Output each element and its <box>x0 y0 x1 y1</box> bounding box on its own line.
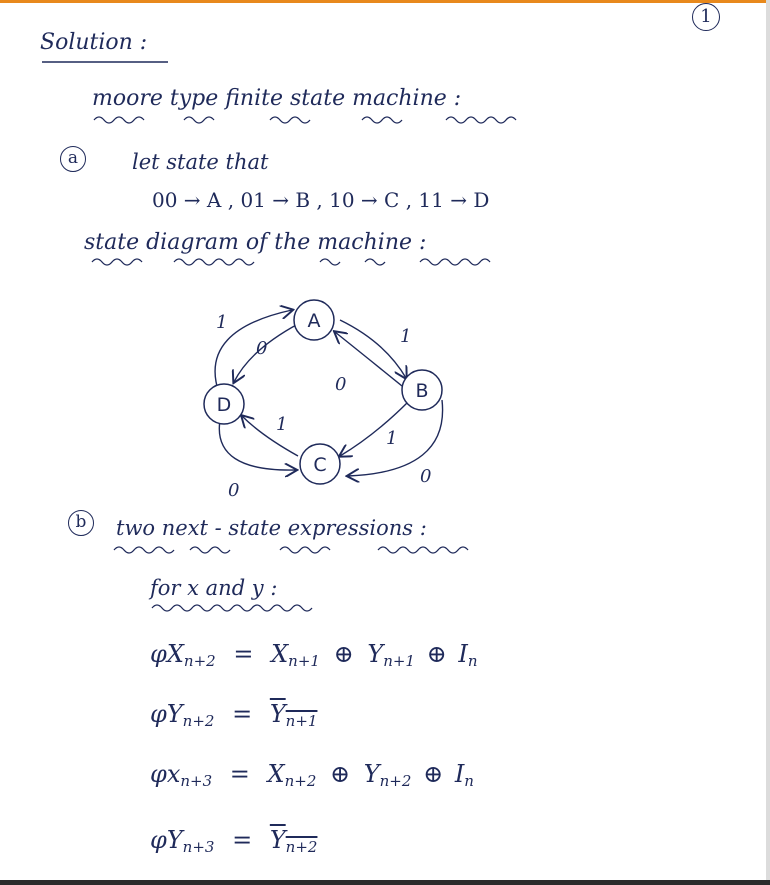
edge-label-c-d: 1 <box>276 414 288 435</box>
edge-c-to-d <box>242 416 298 456</box>
eq2-lhs: Y <box>166 700 183 728</box>
right-border <box>766 0 770 885</box>
eq3-equals: = <box>229 760 250 788</box>
eq3-rhs3: I <box>454 760 465 788</box>
eq1-equals: = <box>233 640 254 668</box>
edge-label-d-a: 1 <box>216 312 228 333</box>
eq2-lhs-sub: n+2 <box>182 712 215 730</box>
eq1-rhs: X <box>271 640 289 668</box>
eq3-rhs2-sub: n+2 <box>379 772 412 790</box>
state-a-label: A <box>307 310 321 332</box>
eq2-rhs-sub: n+1 <box>285 712 318 730</box>
eq4-rhs-var: Y <box>269 826 286 854</box>
eq2-rhs-var: Y <box>269 700 286 728</box>
eq3-rhs-sub: n+2 <box>284 772 317 790</box>
eq1-rhs3-sub: n <box>467 652 478 670</box>
eq3-rhs: X <box>267 760 285 788</box>
eq4-lhs-sub: n+3 <box>182 838 215 856</box>
eq3-op1: ⊕ <box>330 760 351 788</box>
eq3-rhs2: Y <box>363 760 380 788</box>
top-border <box>0 0 770 3</box>
subtitle: moore type finite state machine : <box>92 86 462 111</box>
edge-b-to-c-upper <box>340 402 408 456</box>
diagram-heading: state diagram of the machine : <box>84 230 427 255</box>
edge-label-b-c-upper: 1 <box>386 428 398 449</box>
edge-label-a-b: 1 <box>400 326 412 347</box>
solution-title: Solution : <box>40 30 148 55</box>
eq3-rhs3-sub: n <box>464 772 474 790</box>
state-b-label: B <box>415 380 429 402</box>
edge-label-b-a: 0 <box>335 374 347 395</box>
eq1-phi: φ <box>150 640 167 668</box>
eq1-rhs-sub: n+1 <box>288 652 320 670</box>
eq2-rhs <box>270 700 318 728</box>
eq3-lhs: x <box>166 760 181 788</box>
part-a-label: a <box>60 146 86 172</box>
eq1-lhs-sub: n+2 <box>183 652 216 670</box>
edge-a-to-b <box>340 320 406 378</box>
part-a-intro: let state that <box>132 150 269 174</box>
eq1-rhs3: I <box>458 640 468 668</box>
eq4-rhs <box>270 826 318 854</box>
eq1-rhs2-sub: n+1 <box>383 652 415 670</box>
equation-3 <box>150 760 474 790</box>
state-d-label: D <box>216 394 232 416</box>
eq1-op2: ⊕ <box>426 640 447 668</box>
bottom-border <box>0 880 770 885</box>
eq1-op1: ⊕ <box>333 640 354 668</box>
eq3-phi: φ <box>150 760 167 788</box>
part-b-label: b <box>68 510 94 536</box>
diagram-heading-underline <box>90 256 530 268</box>
part-b-subheading: for x and y : <box>150 576 278 600</box>
state-mapping: 00 → A , 01 → B , 10 → C , 11 → D <box>152 188 490 212</box>
edge-label-b-c-lower: 0 <box>420 466 432 487</box>
eq3-op2: ⊕ <box>423 760 444 788</box>
eq4-lhs: Y <box>166 826 183 854</box>
eq1-lhs: X <box>166 640 184 668</box>
state-c-label: C <box>313 454 327 476</box>
eq4-phi: φ <box>150 826 167 854</box>
part-b-heading: two next - state expressions : <box>116 516 427 540</box>
edge-label-d-c: 0 <box>228 480 240 501</box>
eq4-equals: = <box>232 826 253 854</box>
subtitle-underline <box>92 114 552 126</box>
equation-1 <box>150 640 478 670</box>
eq3-lhs-sub: n+3 <box>180 772 213 790</box>
part-b-subheading-underline <box>150 602 330 614</box>
part-b-heading-underline <box>112 544 522 556</box>
state-diagram <box>180 290 480 510</box>
edge-label-a-d: 0 <box>256 338 268 359</box>
equation-4 <box>150 826 317 856</box>
equation-2 <box>150 700 317 730</box>
eq1-rhs2: Y <box>367 640 384 668</box>
page-number: 1 <box>692 3 720 31</box>
title-underline <box>40 58 170 66</box>
eq4-rhs-sub: n+2 <box>285 838 318 856</box>
eq2-phi: φ <box>150 700 167 728</box>
eq2-equals: = <box>232 700 253 728</box>
